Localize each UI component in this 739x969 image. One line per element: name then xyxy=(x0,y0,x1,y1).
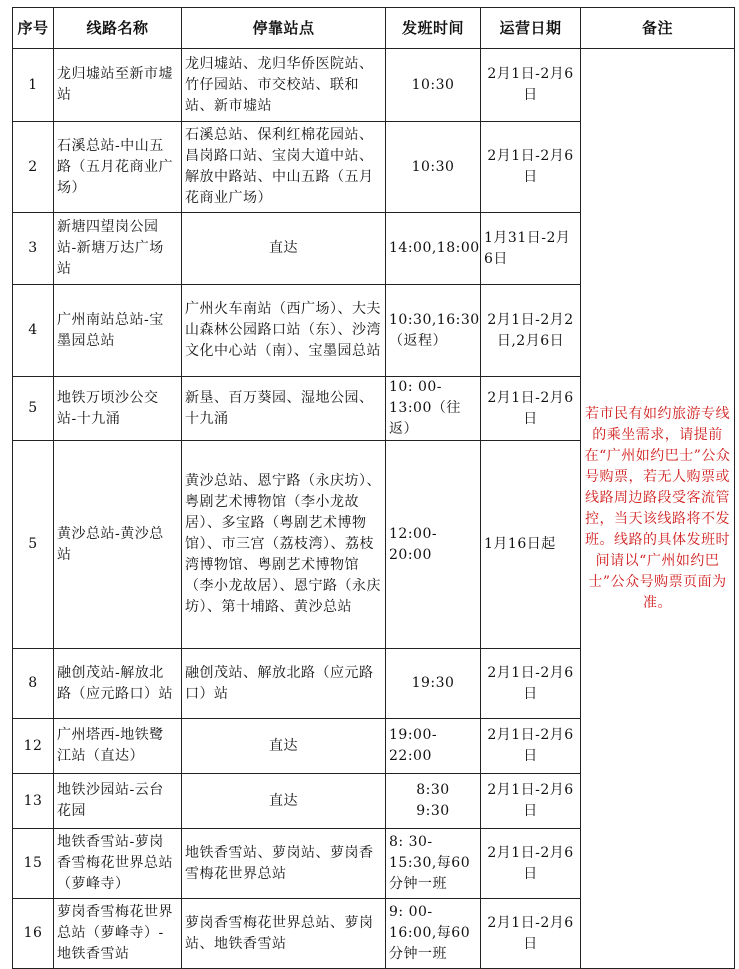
departure-time: 10:30 xyxy=(386,49,481,122)
departure-time: 14:00,18:00 xyxy=(386,213,481,285)
operating-dates: 1月16日起 xyxy=(481,441,581,649)
header-row xyxy=(13,8,735,49)
row-no: 15 xyxy=(13,829,54,899)
header-stops: 停靠站点 xyxy=(182,8,386,49)
route-name: 地铁万顷沙公交站-十九涌 xyxy=(54,377,182,441)
operating-dates: 2月1日-2月6日 xyxy=(481,649,581,719)
row-no: 16 xyxy=(13,899,54,969)
row-no: 12 xyxy=(13,719,54,774)
departure-time: 10:30,16:30（返程） xyxy=(386,285,481,377)
route-stops: 萝岗香雪梅花世界总站、萝岗站、地铁香雪站 xyxy=(182,899,386,969)
remarks-note xyxy=(581,49,735,969)
route-stops: 黄沙总站、恩宁路（永庆坊）、粤剧艺术博物馆（李小龙故居）、多宝路（粤剧艺术博物馆）、市三宫（荔枝湾）、荔枝湾博物馆、粤剧艺术博物馆（李小龙故居）、恩宁路（永庆坊）、第十埔路、黄沙总站 xyxy=(182,441,386,649)
operating-dates: 2月1日-2月6日 xyxy=(481,719,581,774)
row-no: 5 xyxy=(13,377,54,441)
route-stops: 龙归墟站、龙归华侨医院站、竹仔园站、市交校站、联和站、新市墟站 xyxy=(182,49,386,122)
departure-time: 10: 00-13:00（往返） xyxy=(386,377,481,441)
route-stops: 石溪总站、保利红棉花园站、昌岗路口站、宝岗大道中站、解放中路站、中山五路（五月花商业广场） xyxy=(182,122,386,213)
route-name: 广州塔西-地铁鹭江站（直达） xyxy=(54,719,182,774)
row-no: 1 xyxy=(13,49,54,122)
operating-dates: 2月1日-2月6日 xyxy=(481,122,581,213)
route-name: 萝岗香雪梅花世界总站（萝峰寺）-地铁香雪站 xyxy=(54,899,182,969)
route-name: 黄沙总站-黄沙总站 xyxy=(54,441,182,649)
departure-time: 12:00-20:00 xyxy=(386,441,481,649)
departure-time: 8: 30-15:30,每60分钟一班 xyxy=(386,829,481,899)
route-name: 地铁香雪站-萝岗香雪梅花世界总站（萝峰寺） xyxy=(54,829,182,899)
header-dates: 运营日期 xyxy=(481,8,581,49)
route-name: 新塘四望岗公园站-新塘万达广场站 xyxy=(54,213,182,285)
route-name: 融创茂站-解放北路（应元路口）站 xyxy=(54,649,182,719)
route-stops: 地铁香雪站、萝岗站、萝岗香雪梅花世界总站 xyxy=(182,829,386,899)
operating-dates: 1月31日-2月6日 xyxy=(481,213,581,285)
departure-time: 8:30 9:30 xyxy=(386,774,481,829)
header-no: 序号 xyxy=(13,8,54,49)
table-row xyxy=(13,49,735,122)
bus-schedule-table xyxy=(12,7,735,969)
route-stops: 直达 xyxy=(182,774,386,829)
route-stops: 融创茂站、解放北路（应元路口）站 xyxy=(182,649,386,719)
header-note: 备注 xyxy=(581,8,735,49)
operating-dates: 2月1日-2月6日 xyxy=(481,377,581,441)
departure-time: 19:00-22:00 xyxy=(386,719,481,774)
row-no: 8 xyxy=(13,649,54,719)
row-no: 2 xyxy=(13,122,54,213)
row-no: 4 xyxy=(13,285,54,377)
remarks-note-text: 若市民有如约旅游专线的乘坐需求，请提前在“广州如约巴士”公众号购票，若无人购票或线路周边路段受客流管控，当天该线路将不发班。线路的具体发班时间请以“广州如约巴士”公众号购票页面为准。 xyxy=(584,405,731,611)
route-stops: 新垦、百万葵园、湿地公园、十九涌 xyxy=(182,377,386,441)
operating-dates: 2月1日-2月2日,2月6日 xyxy=(481,285,581,377)
departure-time: 9: 00-16:00,每60分钟一班 xyxy=(386,899,481,969)
row-no: 5 xyxy=(13,441,54,649)
route-name: 地铁沙园站-云台花园 xyxy=(54,774,182,829)
operating-dates: 2月1日-2月6日 xyxy=(481,774,581,829)
route-stops: 直达 xyxy=(182,213,386,285)
operating-dates: 2月1日-2月6日 xyxy=(481,829,581,899)
departure-time: 10:30 xyxy=(386,122,481,213)
header-route: 线路名称 xyxy=(54,8,182,49)
row-no: 3 xyxy=(13,213,54,285)
route-name: 广州南站总站-宝墨园总站 xyxy=(54,285,182,377)
route-name: 石溪总站-中山五路（五月花商业广场） xyxy=(54,122,182,213)
route-stops: 直达 xyxy=(182,719,386,774)
departure-time: 19:30 xyxy=(386,649,481,719)
row-no: 13 xyxy=(13,774,54,829)
header-time: 发班时间 xyxy=(386,8,481,49)
route-stops: 广州火车南站（西广场）、大夫山森林公园路口站（东）、沙湾文化中心站（南）、宝墨园总站 xyxy=(182,285,386,377)
operating-dates: 2月1日-2月6日 xyxy=(481,899,581,969)
route-name: 龙归墟站至新市墟站 xyxy=(54,49,182,122)
operating-dates: 2月1日-2月6日 xyxy=(481,49,581,122)
